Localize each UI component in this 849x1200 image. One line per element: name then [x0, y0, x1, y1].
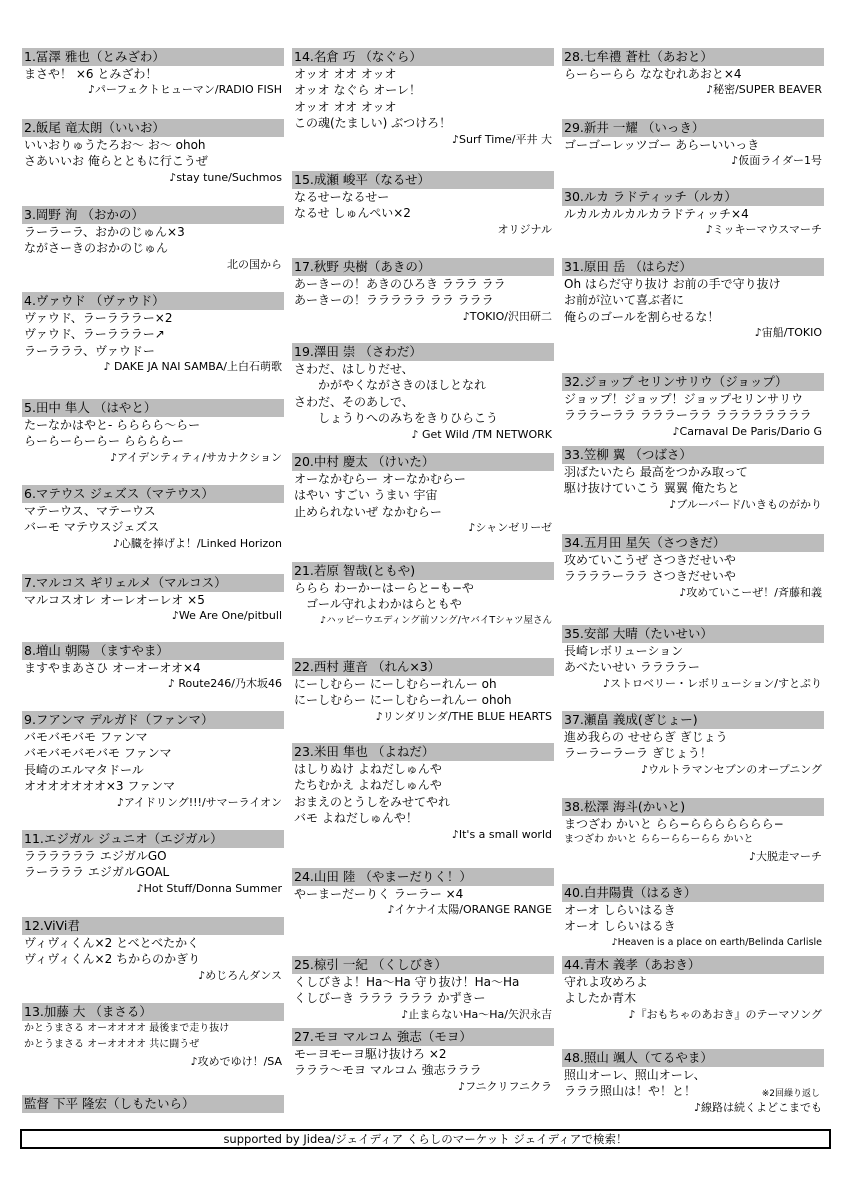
chant-line: たーなかはやと- らららら〜らー: [24, 418, 201, 432]
player-header: 5.田中 隼人 （はやと）: [22, 399, 284, 417]
chant-line: まつざわ かいと ららーららーらら かいと: [564, 834, 754, 846]
song-source: ♪Hot Stuff/Donna Summer: [136, 881, 282, 895]
chant-entry: [292, 171, 554, 237]
chant-line: ルカルカルカルカラドティッチ×4: [564, 207, 749, 221]
chant-line: ラララーララ ラララーララ ララララララララ: [564, 408, 812, 423]
player-header: 44.青木 義孝（あおき）: [562, 956, 824, 974]
chant-entry: [22, 1003, 284, 1069]
chant-line: かとうまさる オーオオオオ 最後まで走り抜け: [24, 1023, 230, 1034]
player-header: 9.フアンマ デルガド（ファンマ）: [22, 711, 284, 729]
chant-entry: [562, 534, 824, 600]
chant-line: この魂(たましい) ぶつけろ！: [294, 116, 452, 131]
chant-entry: [22, 485, 284, 551]
player-header: 29.新井 一耀 （いっき）: [562, 119, 824, 137]
chant-line: にーしむらー にーしむらーれんー ohoh: [294, 693, 512, 708]
chant-line: ヴァウド、ラーラララー×2: [24, 311, 173, 325]
song-source: ♪イケナイ太陽/ORANGE RANGE: [387, 903, 552, 917]
chant-line: いいおりゅうたろお〜 お〜 ohoh: [24, 138, 206, 152]
song-source: ♪stay tune/Suchmos: [169, 170, 282, 184]
chant-line: 照山オーレ、照山オーレ、: [564, 1068, 706, 1082]
chant-entry: [292, 956, 554, 1022]
song-source: ♪It's a small world: [451, 827, 552, 841]
song-source: ♪ウルトラマンセブンのオープニング: [641, 762, 822, 776]
chant-entry: [292, 1028, 554, 1094]
chant-line: ラララ照山は！や！と！: [564, 1084, 697, 1099]
chant-entry: [562, 1049, 824, 1115]
chant-entry: [292, 658, 554, 724]
song-source: ♪フニクリフニクラ: [458, 1079, 552, 1093]
chant-line: マルコスオレ オーレオーレオ ×5: [24, 593, 205, 607]
chant-entry: [562, 625, 824, 691]
chant-line: まさや！ ×6 とみざわ！: [24, 67, 158, 81]
chant-line: なるせーなるせー: [294, 190, 390, 204]
chant-line: かがやくながさきのほしとなれ: [294, 378, 487, 393]
song-source: ♪『おもちゃのあおき』のテーマソング: [628, 1007, 822, 1021]
chant-entry: [22, 574, 284, 623]
chant-line: なるせ しゅんぺい×2: [294, 206, 411, 221]
chant-entry: [22, 48, 284, 97]
chant-entry: [22, 292, 284, 374]
chant-entry: [562, 798, 824, 864]
chant-line: ラーラララ エジガルGOAL: [24, 865, 170, 880]
chant-line: ゴール守れよわかはらともや: [294, 597, 462, 612]
chant-line: しょうりへのみちをきりひらこう: [294, 411, 499, 426]
chant-entry: [562, 48, 824, 97]
chant-entry: [562, 446, 824, 512]
player-header: 32.ジョップ セリンサリウ（ジョップ）: [562, 373, 824, 391]
chant-line: かとうまさる オーオオオオ 共に闘うぜ: [24, 1039, 200, 1051]
chant-entry: [22, 206, 284, 272]
chant-line: ヴィヴィくん×2 とべとべたかく: [24, 936, 200, 950]
song-source: ♪ストロベリー・レボリューション/すとぷり: [603, 676, 822, 690]
chant-entry: [292, 258, 554, 324]
player-header: 2.飯尾 竜太朗（いいお）: [22, 119, 284, 137]
song-source: ♪ Route246/乃木坂46: [167, 677, 282, 691]
chant-line: くしびきよ！Ha〜Ha 守り抜け！Ha〜Ha: [294, 975, 520, 989]
player-header: 8.増山 朝陽 （ますやま）: [22, 642, 284, 660]
song-source: ♪ブルーバード/いきものがかり: [669, 497, 822, 511]
chant-line: モーヨモーヨ駆け抜けろ ×2: [294, 1047, 447, 1061]
chant-line: オオオオオオオ×3 ファンマ: [24, 779, 176, 794]
chant-line: バーモ マテウスジェズス: [24, 520, 160, 535]
chant-entry: [22, 917, 284, 983]
chant-entry: [292, 48, 554, 147]
player-header: 19.澤田 崇 （さわだ）: [292, 343, 554, 361]
song-source: ♪止まらないHa〜Ha/矢沢永吉: [401, 1007, 552, 1021]
song-source: ♪We Are One/pitbull: [171, 609, 282, 623]
chant-line: ララララララ エジガルGO: [24, 849, 167, 863]
chant-line: ララララーララ さつきだせいや: [564, 569, 736, 584]
chant-line: にーしむらー にーしむらーれんー oh: [294, 677, 497, 691]
song-source: ♪仮面ライダー1号: [731, 154, 822, 168]
song-source: ♪アイドリング!!!/サマーライオン: [116, 795, 282, 809]
chant-entry: [22, 711, 284, 810]
chant-line: 駆け抜けていこう 翼翼 俺たちと: [564, 481, 740, 496]
player-header: 7.マルコス ギリェルメ（マルコス）: [22, 574, 284, 592]
chant-line: あーきーの！ラララララ ララ ラララ: [294, 293, 494, 308]
chant-entry: [22, 830, 284, 896]
chant-entry: [562, 884, 824, 950]
player-header: 40.白井陽貴（はるき）: [562, 884, 824, 902]
player-header: 35.安部 大晴（たいせい）: [562, 625, 824, 643]
song-source: オリジナル: [497, 222, 552, 236]
chant-line: まつざわ かいと らら−ららららららら−: [564, 817, 784, 831]
repeat-note: ※2回繰り返し: [761, 1089, 820, 1100]
chant-line: らーらーらら ななむれあおと×4: [564, 67, 742, 81]
chant-line: 止められないぜ なかむらー: [294, 504, 442, 519]
player-header: 12.ViVi君: [22, 917, 284, 935]
chant-line: オーなかむらー オーなかむらー: [294, 472, 466, 486]
chant-line: さわだ、はしりだせ、: [294, 362, 414, 376]
player-header: 28.七牟禮 蒼杜（あおと）: [562, 48, 824, 66]
chant-line: ラーラーラ、おかのじゅん×3: [24, 225, 185, 239]
chant-entry: [292, 562, 554, 628]
player-header: 15.成瀬 峻平（なるせ）: [292, 171, 554, 189]
player-header: 30.ルカ ラドティッチ（ルカ）: [562, 188, 824, 206]
chant-line: はしりぬけ よねだしゅんや: [294, 762, 442, 776]
chant-line: マテーウス、マテーウス: [24, 504, 156, 518]
song-source: ♪アイデンティティ/サカナクション: [110, 450, 282, 464]
player-header: 25.椋引 一紀 （くしびき）: [292, 956, 554, 974]
song-source: ♪ DAKE JA NAI SAMBA/上白石萌歌: [103, 360, 282, 374]
player-header: 31.原田 岳 （はらだ）: [562, 258, 824, 276]
chant-line: オーオ しらいはるき: [564, 919, 676, 934]
player-header: 1.冨澤 雅也（とみざわ）: [22, 48, 284, 66]
player-header: 33.笠柳 翼 （つばさ）: [562, 446, 824, 464]
song-source: ♪宙船/TOKIO: [754, 326, 822, 340]
chant-entry: [562, 956, 824, 1022]
chant-line: あべたいせい ララララー: [564, 660, 700, 675]
chant-line: はやい すごい うまい 宇宙: [294, 488, 438, 503]
player-header: 27.モヨ マルコム 強志（モヨ）: [292, 1028, 554, 1046]
player-header: 24.山田 陸 （やまーだりく！）: [292, 868, 554, 886]
player-header: 監督 下平 隆宏（しもたいら）: [22, 1095, 284, 1113]
chant-line: ますやまあさひ オーオーオオ×4: [24, 661, 201, 675]
player-header: 3.岡野 洵 （おかの）: [22, 206, 284, 224]
chant-line: 長崎レボリューション: [564, 644, 684, 658]
song-source: ♪パーフェクトヒューマン/RADIO FISH: [87, 83, 282, 97]
player-header: 48.照山 颯人（てるやま）: [562, 1049, 824, 1067]
chant-line: らーらーらーらー ららららー: [24, 434, 184, 449]
song-source: ♪攻めていこーぜ！/斉藤和義: [679, 585, 822, 599]
chant-line: オッオ オオ オッオ: [294, 99, 397, 114]
chant-line: 羽ばたいたら 最高をつかみ取って: [564, 465, 748, 479]
song-source: ♪Carnaval De Paris/Dario G: [672, 424, 822, 438]
chant-entry: [562, 188, 824, 237]
player-header: 11.エジガル ジュニオ（エジガル）: [22, 830, 284, 848]
chant-line: ヴァウド、ラーラララー↗: [24, 327, 165, 342]
player-header: 13.加藤 大 （まさる）: [22, 1003, 284, 1021]
player-header: 4.ヴァウド （ヴァウド）: [22, 292, 284, 310]
song-source: ♪めじろんダンス: [198, 968, 282, 982]
song-source: 北の国から: [227, 257, 282, 271]
song-source: ♪シャンゼリーゼ: [468, 521, 552, 535]
chant-entry: [292, 868, 554, 917]
song-source: ♪TOKIO/沢田研二: [462, 309, 552, 323]
chant-line: 俺らのゴールを割らせるな！: [564, 309, 720, 324]
chant-line: 長崎のエルマタドール: [24, 762, 144, 777]
song-source: ♪心臓を捧げよ！/Linked Horizon: [112, 536, 282, 550]
chant-line: バモバモバモバモ ファンマ: [24, 746, 172, 761]
chant-line: よしたか青木: [564, 991, 637, 1006]
chant-line: オッオ なぐら オーレ！: [294, 83, 422, 98]
chant-entry: [22, 1095, 284, 1113]
chant-line: オッオ オオ オッオ: [294, 67, 397, 81]
player-header: 20.中村 慶太 （けいた）: [292, 453, 554, 471]
chant-entry: [292, 343, 554, 442]
player-header: 14.名倉 巧 （なぐら）: [292, 48, 554, 66]
player-header: 22.西村 蓮音 （れん×3）: [292, 658, 554, 676]
sponsor-footer: supported by Jidea/ジェイディア くらしのマーケット ジェイディアで検索！: [20, 1129, 831, 1149]
chant-entry: [22, 642, 284, 691]
song-source: ♪Surf Time/平井 大: [452, 132, 552, 146]
song-source: ♪ Get Wild /TM NETWORK: [411, 427, 552, 441]
song-source: ♪大脱走マーチ: [748, 849, 822, 863]
player-header: 38.松澤 海斗(かいと): [562, 798, 824, 816]
chant-line: ながさーきのおかのじゅん: [24, 241, 169, 256]
song-source: ♪線路は続くよどこまでも: [693, 1100, 822, 1114]
player-header: 23.米田 隼也 （よねだ）: [292, 743, 554, 761]
chant-entry: [562, 119, 824, 168]
chant-line: 守れよ攻めろよ: [564, 975, 649, 989]
chant-line: お前が泣いて喜ぶ者に: [564, 293, 685, 308]
chant-line: ららら わーかーはーらと−も−や: [294, 581, 474, 595]
chant-line: さわだ、そのあしで、: [294, 394, 414, 409]
chant-line: たちむかえ よねだしゅんや: [294, 778, 442, 793]
player-header: 17.秋野 央樹（あきの）: [292, 258, 554, 276]
chant-line: バモ よねだしゅんや！: [294, 811, 418, 826]
chant-line: あーきーの！あきのひろき ラララ ララ: [294, 277, 506, 291]
song-source: ♪Heaven is a place on earth/Belinda Carlisle: [611, 936, 822, 948]
chant-line: ラララ〜モヨ マルコム 強志ラララ: [294, 1063, 482, 1078]
song-source: ♪秘密/SUPER BEAVER: [706, 83, 822, 97]
chant-entry: [562, 373, 824, 439]
chant-line: さあいいお 俺らとともに行こうぜ: [24, 154, 208, 169]
chant-line: ラーラーラーラ ぎじょう！: [564, 746, 712, 761]
player-header: 34.五月田 星矢（さつきだ）: [562, 534, 824, 552]
chant-entry: [562, 258, 824, 340]
chant-line: 進め我らの せせらぎ ぎじょう: [564, 730, 728, 744]
chant-line: やーまーだーりく ラーラー ×4: [294, 887, 464, 901]
chant-line: おまえのとうしをみせてやれ: [294, 794, 451, 809]
chant-entry: [292, 453, 554, 535]
chant-entry: [22, 399, 284, 465]
chant-line: ジョップ！ジョップ！ジョップセリンサリウ: [564, 392, 804, 406]
chant-line: オーオ しらいはるき: [564, 903, 676, 917]
song-source: ♪攻めでゆけ！/SA: [190, 1054, 282, 1068]
chant-line: ラーラララ、ヴァウドー: [24, 343, 155, 358]
chant-line: くしびーき ラララ ラララ かずきー: [294, 991, 486, 1006]
chant-line: 攻めていこうぜ さつきだせいや: [564, 553, 736, 567]
chant-entry: [562, 711, 824, 777]
chant-line: バモバモバモ ファンマ: [24, 730, 148, 744]
song-source: ♪リンダリンダ/THE BLUE HEARTS: [375, 709, 552, 723]
song-source: ♪ミッキーマウスマーチ: [705, 223, 822, 237]
player-header: 21.若原 智哉(ともや): [292, 562, 554, 580]
song-source: ♪ハッピーウエディング前ソング/ヤバイTシャツ屋さん: [320, 614, 552, 626]
player-header: 6.マテウス ジェズス（マテウス）: [22, 485, 284, 503]
chant-entry: [22, 119, 284, 185]
chant-line: ヴィヴィくん×2 ちからのかぎり: [24, 952, 201, 967]
chant-line: ゴーゴーレッツゴー あらーいいっき: [564, 138, 760, 152]
player-header: 37.瀬畠 義成(ぎじょー): [562, 711, 824, 729]
chant-entry: [292, 743, 554, 842]
chant-line: Oh はらだ守り抜け お前の手で守り抜け: [564, 277, 781, 291]
